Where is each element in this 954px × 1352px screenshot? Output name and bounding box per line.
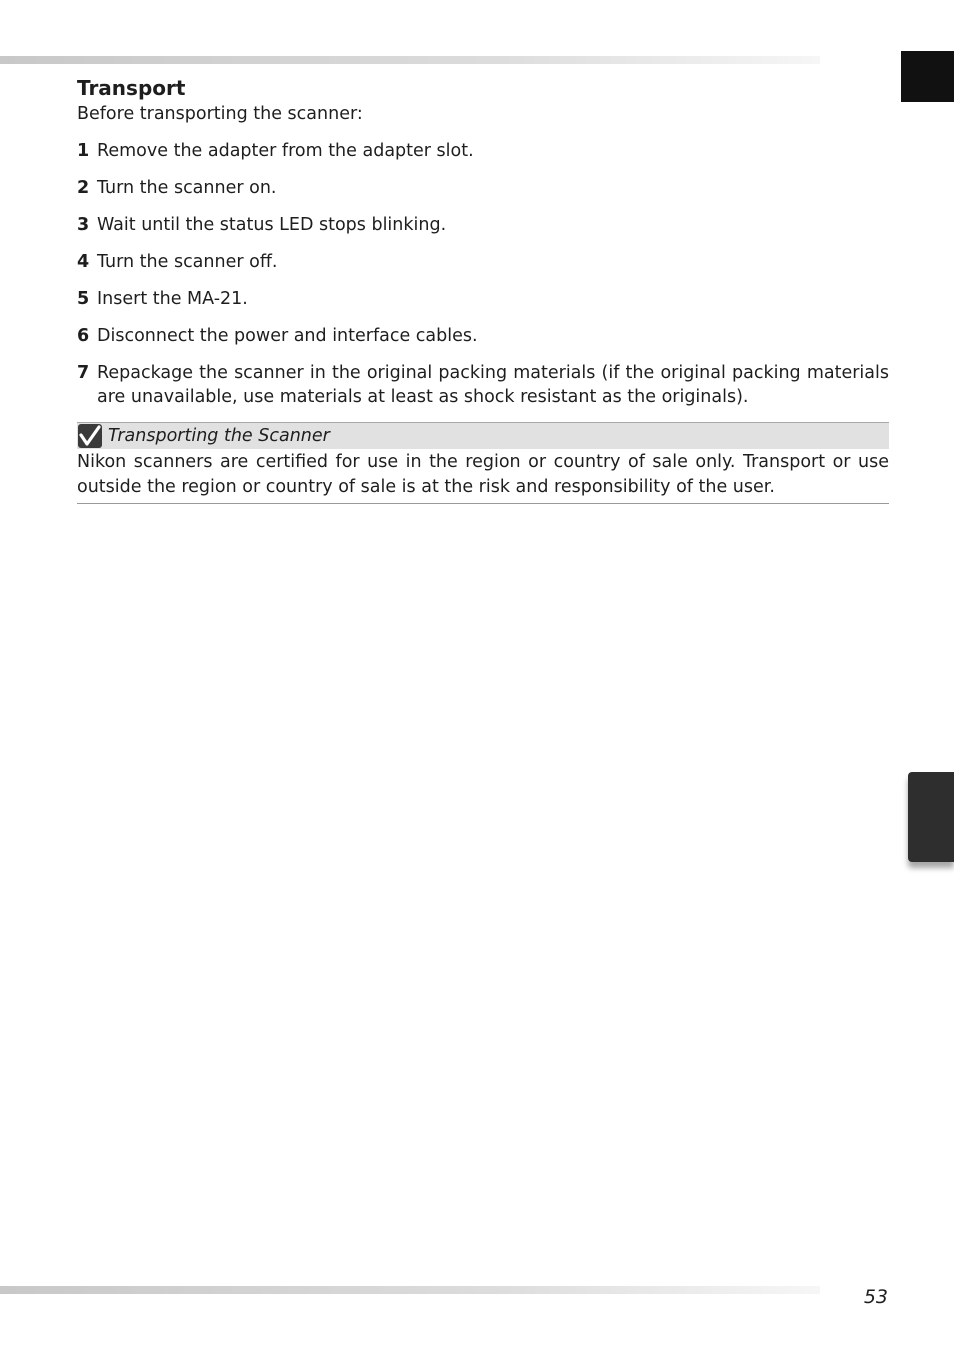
note-title: Transporting the Scanner — [108, 426, 330, 446]
step-text: Disconnect the power and interface cables. — [97, 326, 478, 346]
step-number: 3 — [77, 215, 90, 235]
step-list — [77, 139, 889, 409]
section-title: Transport — [77, 76, 186, 100]
page-content — [77, 74, 889, 504]
note-box — [77, 422, 889, 504]
step-text: Repackage the scanner in the original packing materials (if the original packing materials are unavailable, use materials at least as shock resistant as the originals). — [97, 363, 889, 407]
step-number: 1 — [77, 141, 90, 161]
page-number: 53 — [863, 1286, 888, 1308]
step-text: Wait until the status LED stops blinking. — [97, 215, 447, 235]
list-item — [77, 176, 889, 200]
note-header — [77, 422, 889, 449]
step-number: 7 — [77, 363, 90, 383]
step-number: 5 — [77, 289, 90, 309]
step-text: Insert the MA-21. — [97, 289, 248, 309]
list-item — [77, 139, 889, 163]
step-number: 6 — [77, 326, 90, 346]
step-number: 4 — [77, 252, 90, 272]
header-rule — [0, 56, 820, 64]
step-text: Turn the scanner on. — [97, 178, 277, 198]
section-intro: Before transporting the scanner: — [77, 104, 363, 124]
list-item — [77, 250, 889, 274]
list-item — [77, 213, 889, 237]
chapter-tab-side — [908, 772, 954, 862]
step-text: Turn the scanner off. — [97, 252, 278, 272]
list-item — [77, 324, 889, 348]
note-body: Nikon scanners are certified for use in the region or country of sale only. Transport or use outside the region or country of sale is at the risk and responsibility of the user. — [77, 452, 889, 497]
step-number: 2 — [77, 178, 90, 198]
step-text: Remove the adapter from the adapter slot. — [97, 141, 474, 161]
check-icon — [78, 424, 102, 448]
footer-rule — [0, 1286, 820, 1294]
list-item — [77, 287, 889, 311]
list-item — [77, 361, 889, 409]
chapter-tab-top — [901, 51, 954, 102]
